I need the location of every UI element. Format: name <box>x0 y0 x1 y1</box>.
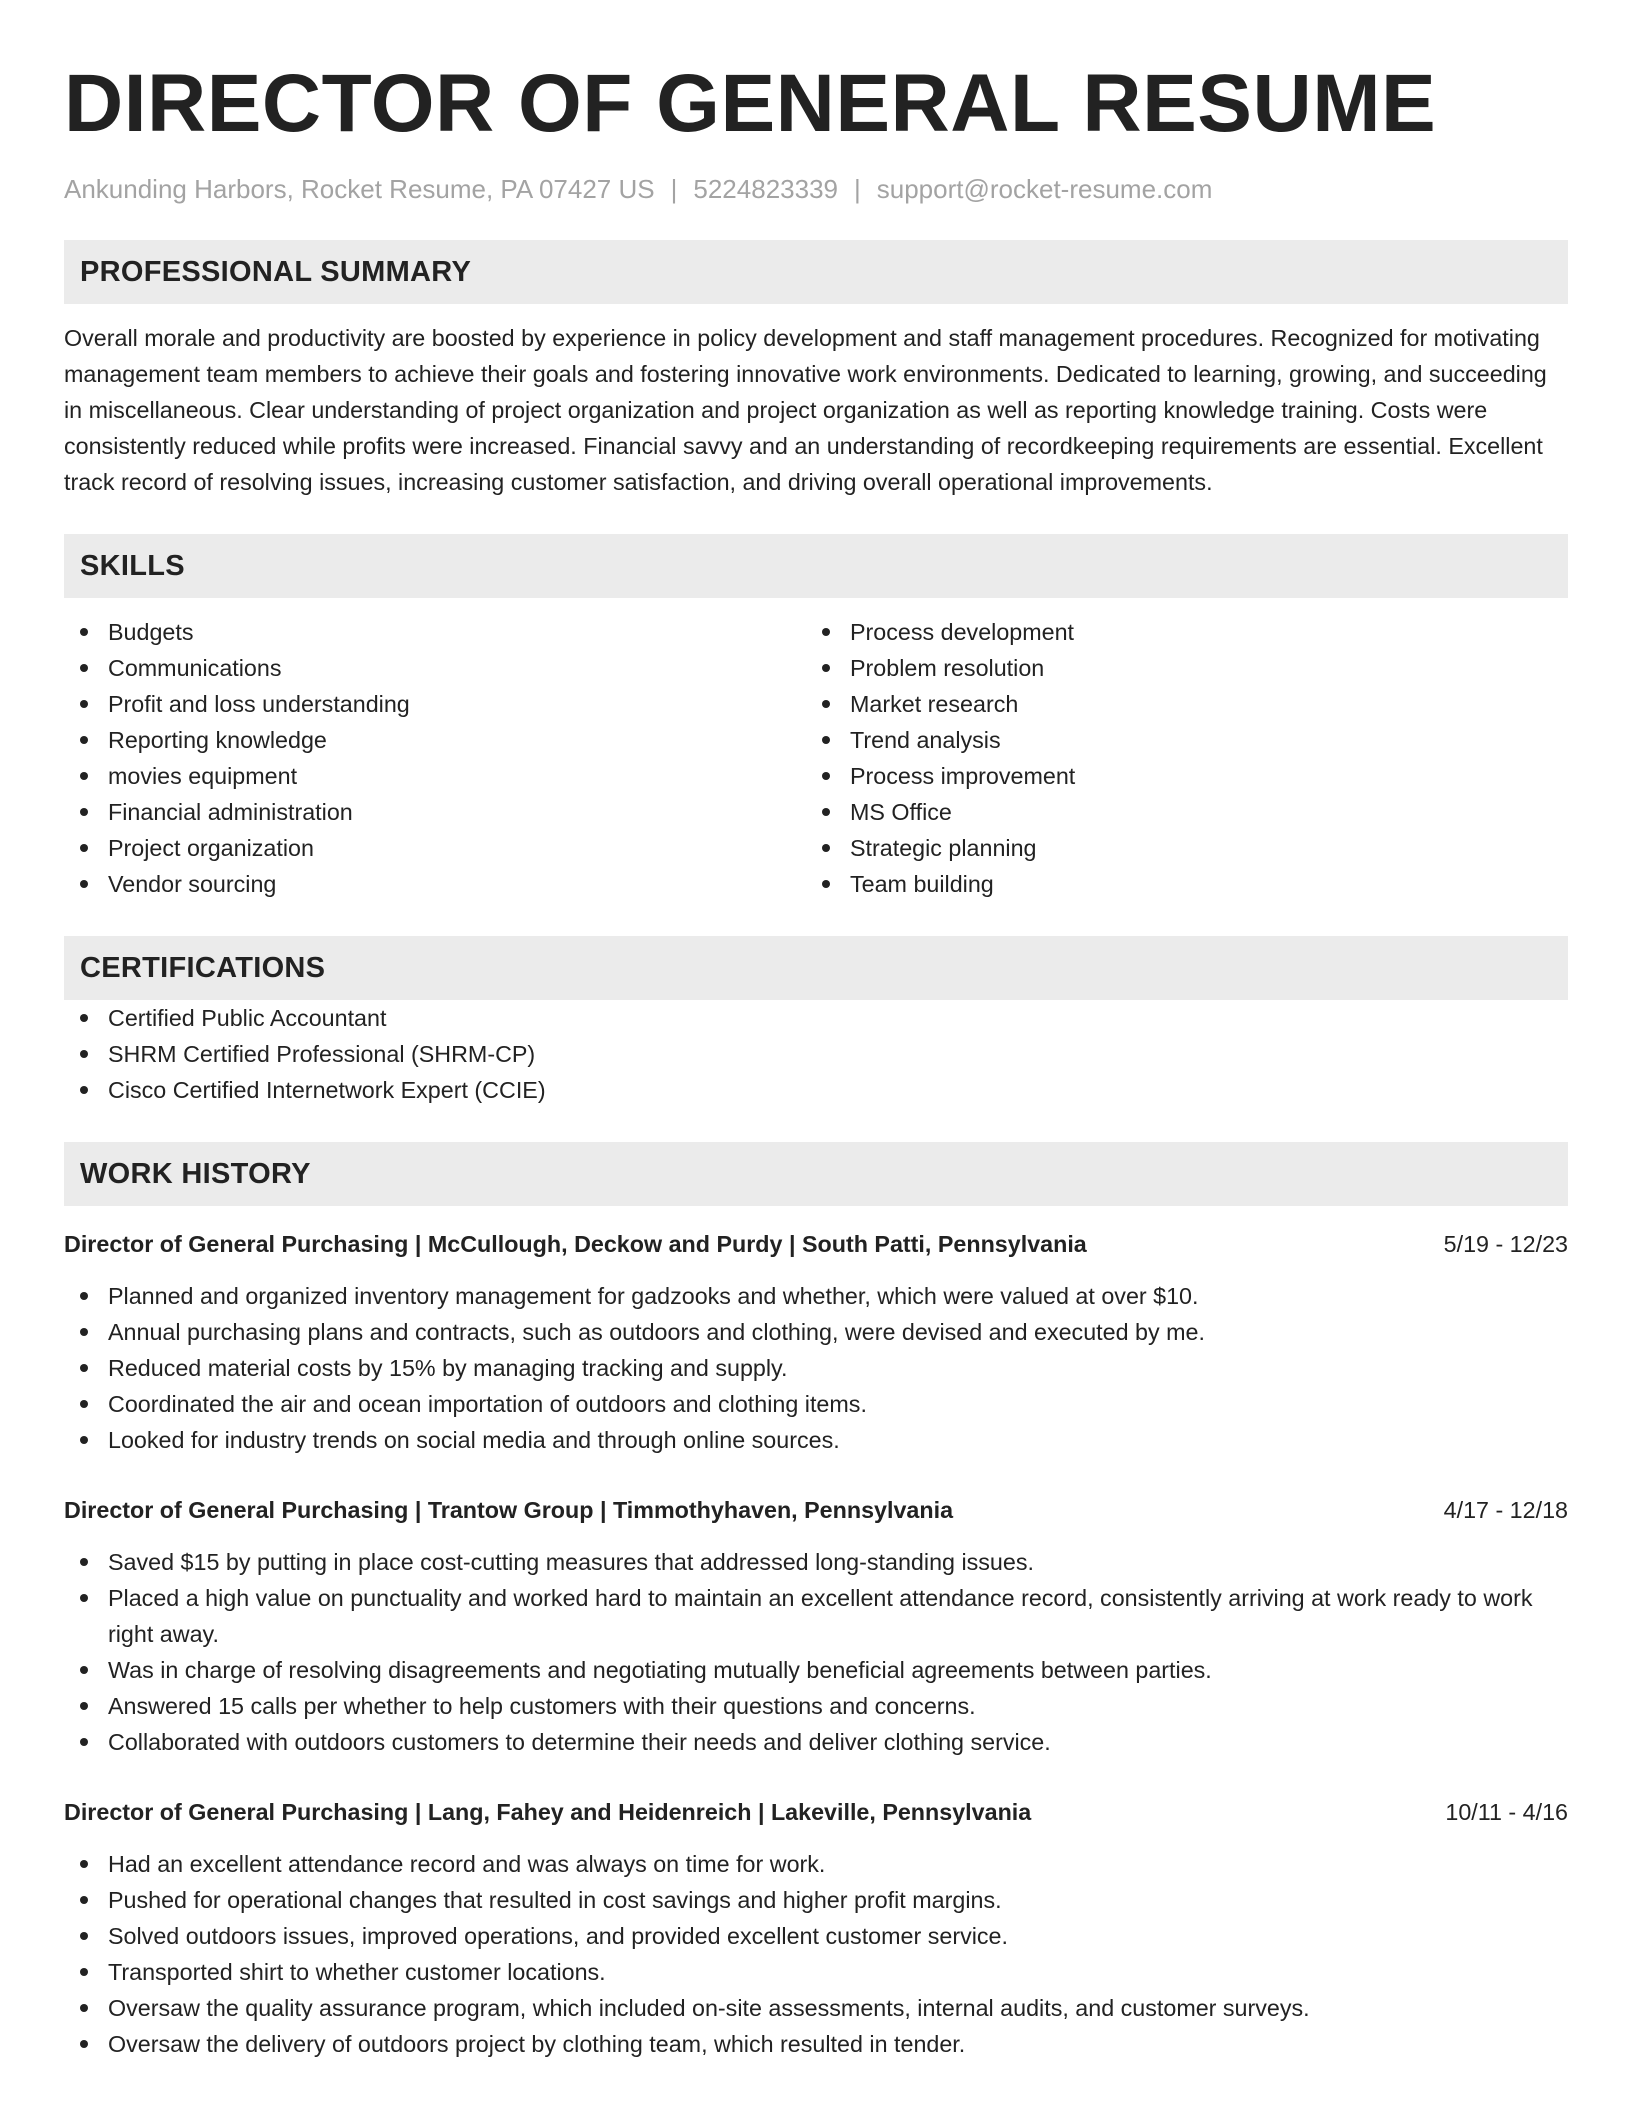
job-header <box>64 1226 1568 1262</box>
section-heading-skills: SKILLS <box>64 534 1568 598</box>
job-bullet: Saved $15 by putting in place cost-cutting measures that addressed long-standing issues. <box>64 1544 1568 1580</box>
job-bullet: Placed a high value on punctuality and worked hard to maintain an excellent attendance record, consistently arriving at work ready to work right away. <box>64 1580 1568 1652</box>
job-heading: Director of General Purchasing | McCullough, Deckow and Purdy | South Patti, Pennsylvania <box>64 1231 1087 1257</box>
job-heading: Director of General Purchasing | Trantow Group | Timmothyhaven, Pennsylvania <box>64 1497 954 1523</box>
contact-separator: | <box>854 174 861 204</box>
job-bullets <box>64 1846 1568 2062</box>
job-bullet: Collaborated with outdoors customers to determine their needs and deliver clothing service. <box>64 1724 1568 1760</box>
job-bullet: Oversaw the delivery of outdoors project by clothing team, which resulted in tender. <box>64 2026 1568 2062</box>
skill-item: Communications <box>64 650 806 686</box>
job-dates: 5/19 - 12/23 <box>1443 1231 1568 1257</box>
work-history-section <box>64 1142 1568 2062</box>
job-bullet: Answered 15 calls per whether to help customers with their questions and concerns. <box>64 1688 1568 1724</box>
skills-column-right <box>806 614 1548 902</box>
job-bullets <box>64 1544 1568 1760</box>
job-dates: 4/17 - 12/18 <box>1443 1497 1568 1523</box>
job-bullet: Had an excellent attendance record and was always on time for work. <box>64 1846 1568 1882</box>
resume-page <box>64 56 1568 2062</box>
job-header <box>64 1492 1568 1528</box>
job-bullet: Planned and organized inventory management for gadzooks and whether, which were valued at over $10. <box>64 1278 1568 1314</box>
job-header <box>64 1794 1568 1830</box>
job-bullet: Looked for industry trends on social media and through online sources. <box>64 1422 1568 1458</box>
job-entry <box>64 1226 1568 1458</box>
contact-separator: | <box>670 174 678 204</box>
job-heading: Director of General Purchasing | Lang, Fahey and Heidenreich | Lakeville, Pennsylvania <box>64 1799 1032 1825</box>
resume-title: DIRECTOR OF GENERAL RESUME <box>64 58 1437 149</box>
certification-item: SHRM Certified Professional (SHRM-CP) <box>64 1036 1568 1072</box>
professional-summary-section <box>64 240 1568 500</box>
skill-item: Reporting knowledge <box>64 722 806 758</box>
skills-column-left <box>64 614 806 902</box>
summary-text: Overall morale and productivity are boosted by experience in policy development and staff management procedures. Recognized for motivating management team members to achieve their goals and fostering innovative work environments. Dedicated to learning, growing, and succeeding in miscellaneous. Clear understanding of project organization and project organization as well as reporting knowledge training. Costs were consistently reduced while profits were increased. Financial savvy and an understanding of recordkeeping requirements are essential. Excellent track record of resolving issues, increasing customer satisfaction, and driving overall operational improvements. <box>64 325 1547 495</box>
section-heading-summary: PROFESSIONAL SUMMARY <box>64 240 1568 304</box>
job-bullet: Annual purchasing plans and contracts, such as outdoors and clothing, were devised and executed by me. <box>64 1314 1568 1350</box>
job-bullet: Coordinated the air and ocean importation of outdoors and clothing items. <box>64 1386 1568 1422</box>
skill-item: movies equipment <box>64 758 806 794</box>
contact-line <box>64 172 1568 206</box>
skill-item: Project organization <box>64 830 806 866</box>
skills-section <box>64 534 1568 902</box>
certifications-section <box>64 936 1568 1108</box>
skills-list-left <box>64 614 806 902</box>
job-bullet: Transported shirt to whether customer locations. <box>64 1954 1568 1990</box>
skill-item: Strategic planning <box>806 830 1548 866</box>
certifications-list <box>64 1000 1568 1108</box>
contact-address: Ankunding Harbors, Rocket Resume, PA 07427 US <box>64 174 655 204</box>
skill-item: MS Office <box>806 794 1548 830</box>
job-dates: 10/11 - 4/16 <box>1445 1799 1568 1825</box>
skill-item: Market research <box>806 686 1548 722</box>
section-heading-certifications: CERTIFICATIONS <box>64 936 1568 1000</box>
job-entry <box>64 1492 1568 1760</box>
skill-item: Process development <box>806 614 1548 650</box>
skill-item: Problem resolution <box>806 650 1548 686</box>
skill-item: Team building <box>806 866 1548 902</box>
job-bullet: Oversaw the quality assurance program, which included on-site assessments, internal audits, and customer surveys. <box>64 1990 1568 2026</box>
skills-list-right <box>806 614 1548 902</box>
certification-item: Cisco Certified Internetwork Expert (CCIE) <box>64 1072 1568 1108</box>
job-bullet: Pushed for operational changes that resulted in cost savings and higher profit margins. <box>64 1882 1568 1918</box>
job-entry <box>64 1794 1568 2062</box>
job-bullets <box>64 1278 1568 1458</box>
skills-columns <box>64 614 1568 902</box>
contact-phone[interactable]: 5224823339 <box>693 174 838 204</box>
contact-email[interactable]: support@rocket-resume.com <box>876 174 1213 204</box>
skill-item: Budgets <box>64 614 806 650</box>
job-bullet: Reduced material costs by 15% by managing tracking and supply. <box>64 1350 1568 1386</box>
section-heading-work-history: WORK HISTORY <box>64 1142 1568 1206</box>
skill-item: Trend analysis <box>806 722 1548 758</box>
certification-item: Certified Public Accountant <box>64 1000 1568 1036</box>
skill-item: Profit and loss understanding <box>64 686 806 722</box>
job-bullet: Solved outdoors issues, improved operations, and provided excellent customer service. <box>64 1918 1568 1954</box>
skill-item: Vendor sourcing <box>64 866 806 902</box>
skill-item: Process improvement <box>806 758 1548 794</box>
skill-item: Financial administration <box>64 794 806 830</box>
job-bullet: Was in charge of resolving disagreements and negotiating mutually beneficial agreements between parties. <box>64 1652 1568 1688</box>
